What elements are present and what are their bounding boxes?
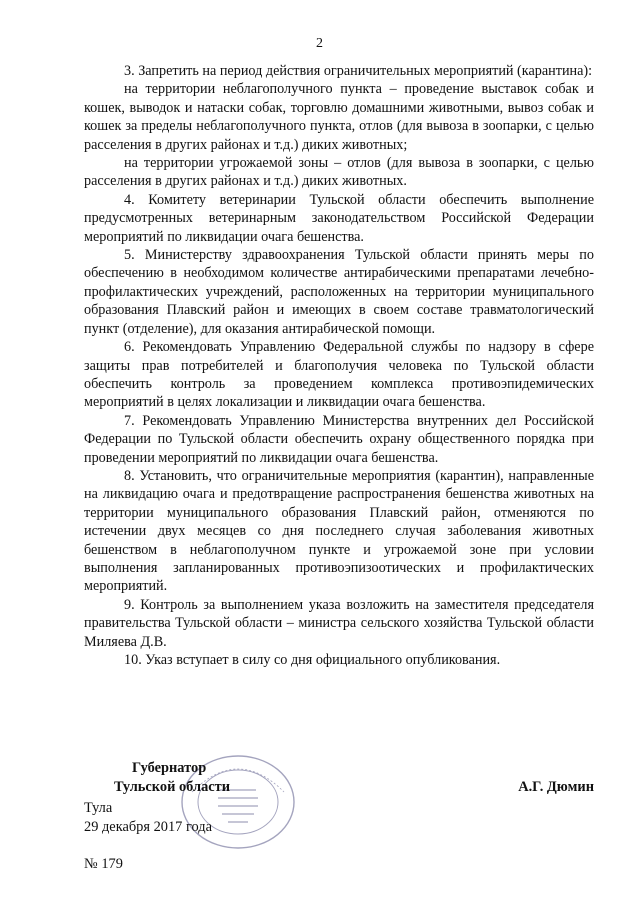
paragraph-3-sub-1: на территории неблагополучного пункта – проведение выставок собак и кошек, выводок и натаски собак, торговлю домашними животными, вывоз собак и кошек за пределы неблагополучного пункта, отлов (для вывоза в зоопарки, с целью расселения в других районах и т.д.) диких животных; — [84, 81, 594, 153]
paragraph-6: 6. Рекомендовать Управлению Федеральной службы по надзору в сфере защиты прав потребителей и благополучия человека по Тульской области обеспечить контроль за проведением комплекса противоэпидемических мероприятий в целях локализации и ликвидации очага бешенства. — [84, 339, 594, 411]
paragraph-10: 10. Указ вступает в силу со дня официального опубликования. — [124, 652, 501, 668]
paragraph-5: 5. Министерству здравоохранения Тульской области принять меры по обеспечению в необходимом количестве антирабическими препаратами лечебно-профилактических учреждений, расположенных на территории муниципального образования Плавский район и имеющих в своем составе травматологический пункт (отделение), для оказания антирабической помощи. — [84, 247, 594, 337]
paragraph-8: 8. Установить, что ограничительные мероприятия (карантин), направленные на ликвидацию очага и предотвращение распространения бешенства животных на территории муниципального образования Плавский район, отменяются по истечении двух месяцев со дня последнего случая заболевания животных бешенством в неблагополучном пункте и угрожаемой зоне при условии выполнения запланированных противоэпизоотических и профилактических мероприятий. — [84, 467, 594, 595]
signatory-title-line1: Губернатор — [132, 760, 207, 776]
paragraph-3-sub-2: на территории угрожаемой зоны – отлов (для вывоза в зоопарки, с целью расселения в других районах и т.д.) диких животных. — [84, 155, 594, 190]
document-body — [84, 62, 594, 669]
paragraph-9: 9. Контроль за выполнением указа возложить на заместителя председателя правительства Тульской области – министра сельского хозяйства Тульской области Миляева Д.В. — [84, 596, 594, 650]
paragraph-3: 3. Запретить на период действия ограничительных мероприятий (карантина): — [124, 63, 593, 79]
signatory-title-line2: Тульской области — [114, 779, 231, 795]
paragraph-4: 4. Комитету ветеринарии Тульской области обеспечить выполнение предусмотренных ветеринарным законодательством Российской Федерации мероприятий по ликвидации очага бешенства. — [84, 191, 594, 245]
signatory-name: А.Г. Дюмин — [518, 779, 594, 795]
document-city: Тула — [84, 800, 113, 816]
document-number: № 179 — [84, 856, 123, 872]
paragraph-7: 7. Рекомендовать Управлению Министерства внутренних дел Российской Федерации по Тульской области обеспечить охрану общественного порядка при проведении мероприятий по ликвидации очага бешенства. — [84, 412, 594, 466]
document-date: 29 декабря 2017 года — [84, 819, 213, 835]
page-number: 2 — [316, 36, 323, 51]
